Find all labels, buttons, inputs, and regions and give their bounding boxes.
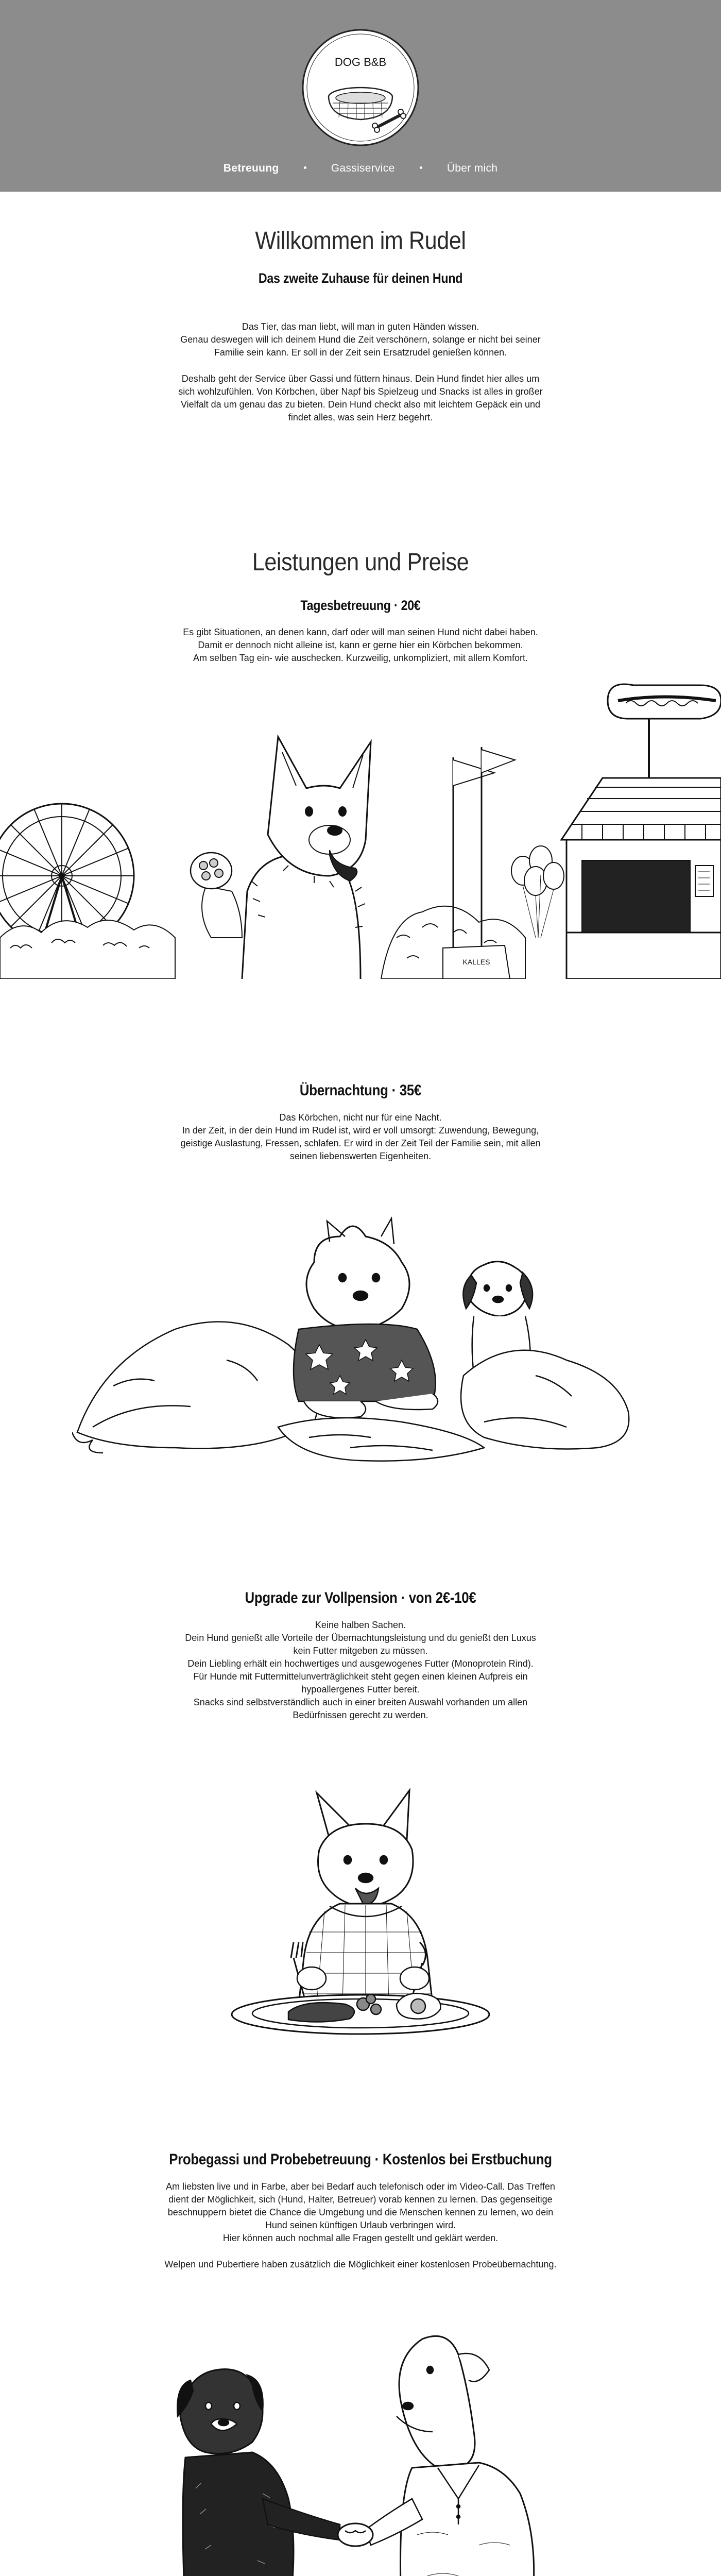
nav-item-gassiservice[interactable]: Gassiservice: [331, 162, 395, 174]
nav-item-ueber-mich[interactable]: Über mich: [447, 162, 498, 174]
day-care-title: Tagesbetreuung · 20€: [300, 598, 421, 613]
day-care-section: [0, 598, 721, 614]
nav-separator: [420, 166, 422, 169]
full-board-section: [0, 1589, 721, 1607]
dining-dog-illustration: [227, 1788, 494, 2035]
sleeping-dogs-illustration: [72, 1206, 639, 1473]
overnight-text: Das Körbchen, nicht nur für eine Nacht. In der Zeit, in der dein Hund im Rudel ist, wird er voll umsorgt: Zuwendung, Bewegung, geistige Auslastung, Fressen, schlafen. Er wird in der Zeit Teil der Familie sein, mit allen seinen liebenswerten Eigenheiten.: [180, 1112, 541, 1161]
trial-note: Welpen und Pubertiere haben zusätzlich die Möglichkeit einer kostenlosen Probeübernachtung.: [164, 2259, 557, 2269]
welcome-section: [0, 227, 721, 255]
trial-section: [0, 2151, 721, 2168]
full-board-title: Upgrade zur Vollpension · von 2€-10€: [245, 1589, 476, 1606]
services-title: Leistungen und Preise: [252, 549, 469, 576]
nav-item-betreuung[interactable]: Betreuung: [223, 162, 279, 174]
handshake-dogs-illustration: [170, 2329, 551, 2576]
overnight-section: [0, 1082, 721, 1099]
welcome-title: Willkommen im Rudel: [255, 227, 466, 255]
site-header: [0, 0, 721, 192]
day-care-text: Es gibt Situationen, an denen kann, darf oder will man seinen Hund nicht dabei haben. Damit er dennoch nicht alleine ist, kann er gerne hier ein Körbchen bekommen. Am selben Tag ein- wie auschecken. Kurzweilig, unkompliziert, mit allem Komfort.: [183, 627, 538, 663]
welcome-subtitle: Das zweite Zuhause für deinen Hund: [258, 270, 463, 286]
nav-separator: [304, 166, 306, 169]
overnight-title: Übernachtung · 35€: [299, 1082, 422, 1099]
kalles-sign: KALLES: [462, 958, 490, 966]
main-nav: [0, 162, 721, 175]
trial-title: Probegassi und Probebetreuung · Kostenlos bei Erstbuchung: [169, 2151, 552, 2168]
dog-bnb-logo[interactable]: [299, 26, 422, 149]
logo-text: DOG B&B: [334, 56, 387, 69]
welcome-intro: Das Tier, das man liebt, will man in guten Händen wissen. Genau deswegen will ich deinem Hund die Zeit verschönern, solange er nicht bei seiner Familie sein kann. Er soll in der Zeit sein Ersatzrudel genießen können. Deshalb geht der Service über Gassi und füttern hinaus. Dein Hund findet hier alles um sich wohlzufühlen. Von Körbchen, über Napf bis Spielzeug und Snacks ist alles in großer Vielfalt da um genau das zu bieten. Dein Hund checkt also mit leichtem Gepäck ein und findet alles, was sein Herz begehrt.: [178, 321, 543, 422]
dog-fair-illustration: [0, 670, 721, 979]
full-board-text: Keine halben Sachen. Dein Hund genießt alle Vorteile der Übernachtungsleistung und du genießt den Luxus kein Futter mitgeben zu müssen. Dein Liebling erhält ein hochwertiges und ausgewogenes Futter (Monoprotein Rind). Für Hunde mit Futtermittelunverträglichkeit steht gegen einen kleinen Aufpreis ein hypoallergenes Futter bereit. Snacks sind selbstverständlich auch in einer breiten Auswahl vorhanden um allen Bedürfnissen gerecht zu werden.: [185, 1620, 536, 1720]
trial-text: Am liebsten live und in Farbe, aber bei Bedarf auch telefonisch oder im Video-Call. Das Treffen dient der Möglichkeit, sich (Hund, Halter, Betreuer) vorab kennen zu lernen. Das gegenseitige beschnuppern bietet die Chance die Umgebung und die Menschen kennen zu lernen, wo dein Hund seinen künftigen Urlaub verbringen wird. Hier können auch nochmal alle Fragen gestellt und geklärt werden. Welpen und Pubertiere haben zusätzlich die Möglichkeit einer kostenlosen Probeübernachtung.: [129, 2180, 592, 2271]
